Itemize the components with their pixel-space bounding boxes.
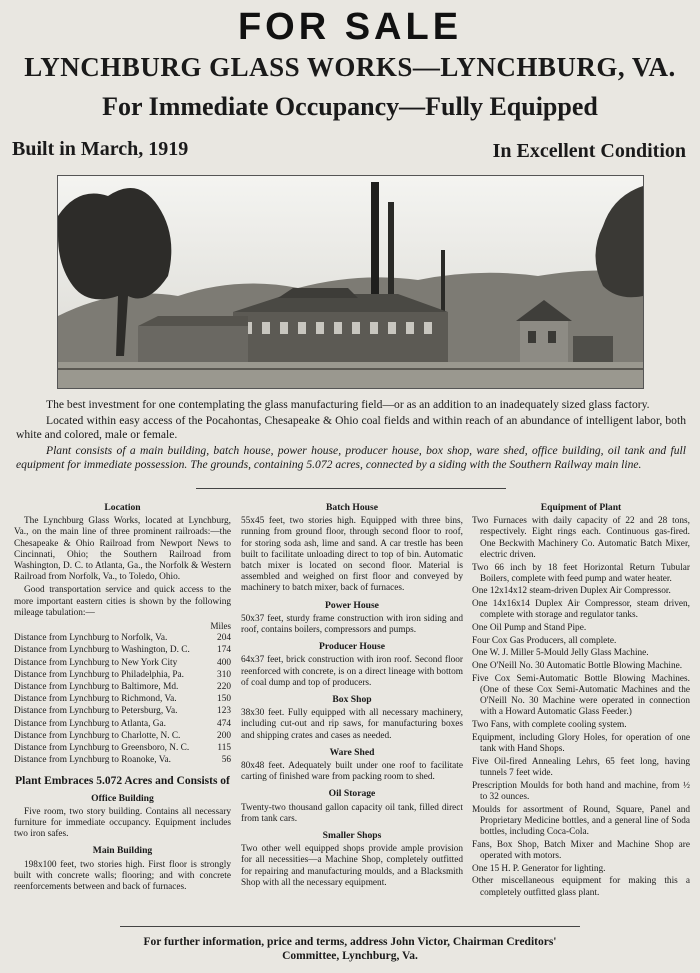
distance-miles: 220: [217, 682, 231, 693]
intro-paragraph-location: Located within easy access of the Pocahontas, Chesapeake & Ohio coal fields and within reach of an abundance of intelligent labor, both white and colored, male or female.: [16, 414, 686, 441]
oil-storage-heading: Oil Storage: [328, 788, 376, 800]
distance-destination: Distance from Lynchburg to Petersburg, Va.: [14, 706, 178, 717]
batch-house-heading: Batch House: [326, 502, 378, 513]
distance-destination: Distance from Lynchburg to Greensboro, N. C.: [14, 743, 190, 754]
miles-label: Miles: [210, 621, 231, 632]
equipment-item: One Oil Pump and Stand Pipe.: [472, 623, 587, 634]
company-heading: LYNCHBURG GLASS WORKS—LYNCHBURG, VA.: [24, 52, 676, 82]
distance-miles: 174: [217, 645, 231, 656]
power-house-heading: Power House: [325, 599, 379, 611]
producer-house-heading: Producer House: [319, 641, 385, 653]
for-sale-heading: FOR SALE: [237, 6, 463, 48]
distance-row: [14, 694, 231, 705]
equipment-item: Two 66 inch by 18 feet Horizontal Return Tubular Boilers, complete with feed pump and water heater.: [472, 562, 690, 584]
footer-contact-text: For further information, price and terms, address John Victor, Chairman Creditors' Committee, Lynchburg, Va.: [143, 936, 557, 962]
house-window-1: [528, 331, 536, 343]
distance-row: [14, 670, 231, 681]
distance-row: [14, 731, 231, 742]
distance-table: [14, 633, 231, 766]
distance-destination: Distance from Lynchburg to Washington, D. C.: [14, 645, 190, 656]
distance-destination: Distance from Lynchburg to Atlanta, Ga.: [14, 718, 166, 729]
equipment-heading: Equipment of Plant: [540, 502, 622, 513]
equipment-item: Fans, Box Shop, Batch Mixer and Machine Shop are operated with motors.: [472, 839, 690, 861]
built-date: Built in March, 1919: [12, 138, 189, 160]
distance-row: [14, 633, 231, 644]
plant-heading: Plant Embraces 5.072 Acres and Consists of: [15, 775, 230, 788]
distance-miles: 204: [217, 633, 231, 644]
ground: [58, 362, 643, 388]
distance-destination: Distance from Lynchburg to Charlotte, N. C.: [14, 730, 181, 741]
producer-house-text: 64x37 feet, brick construction with iron roof. Second floor reenforced with concrete, is on a direct lineage with bottom of coal dump and top of producers.: [241, 655, 463, 688]
location-railroads-text: The Lynchburg Glass Works, located at Lynchburg, Va., on the main line of three prominent railroads:—the Chesapeake & Ohio Railroad from Newport News to Cincinnati, Ohio; the Southern Railroad from Washington, D. C. to Atlanta, Ga., the Norfolk & Western Railroad from Norfolk, Va., to Toledo, Ohio.: [14, 516, 231, 583]
main-building-heading: Main Building: [92, 845, 153, 857]
distance-row: [14, 645, 231, 656]
distance-miles: 115: [217, 743, 231, 754]
column-equipment: [472, 497, 690, 900]
distance-row: [14, 755, 231, 766]
equipment-item: Four Cox Gas Producers, all complete.: [472, 635, 617, 646]
left-shed: [138, 326, 248, 362]
intro-paragraph-investment: The best investment for one contemplating the glass manufacturing field—or as an addition to an inadequately sized glass factory.: [46, 398, 650, 411]
smaller-shops-heading: Smaller Shops: [322, 830, 382, 842]
equipment-item: Two Furnaces with daily capacity of 22 and 28 tons, respectively. Eight rings each. Continuous gas-fired. One Beckwith Machinery Co. Automatic Batch Mixer, electric driven.: [472, 516, 690, 560]
equipment-item: One 12x14x12 steam-driven Duplex Air Compressor.: [472, 586, 671, 597]
main-building-text: 198x100 feet, two stories high. First floor is strongly built with concrete walls; flooring; and with concrete reenforcements between and back of furnaces.: [14, 859, 231, 893]
main-building: [233, 312, 448, 364]
office-building-heading: Office Building: [91, 792, 154, 804]
distance-destination: Distance from Lynchburg to Norfolk, Va.: [14, 633, 168, 644]
distance-destination: Distance from Lynchburg to Philadelphia, Pa.: [14, 669, 184, 680]
equipment-list: [472, 516, 690, 899]
occupancy-heading: For Immediate Occupancy—Fully Equipped: [102, 92, 598, 121]
column-buildings: [241, 497, 463, 891]
intro-section: [16, 398, 686, 474]
factory-photo: [57, 175, 644, 389]
footer: [0, 935, 700, 963]
rail-siding: [58, 368, 643, 370]
oil-storage-text: Twenty-two thousand gallon capacity oil tank, filled direct from tank cars.: [241, 802, 463, 824]
house: [520, 321, 568, 366]
smaller-shops-text: Two other well equipped shops provide ample provision for all necessities—a Machine Shop, completely outfitted for repairing and manufacturing moulds, and a Blacksmith Shop with all the necessary equipment.: [241, 844, 463, 888]
distance-destination: Distance from Lynchburg to Richmond, Va.: [14, 694, 177, 705]
distance-row: [14, 658, 231, 669]
distance-miles: 474: [217, 718, 231, 729]
intro-paragraph-plant: Plant consists of a main building, batch house, power house, producer house, box shop, ware shed, office building, oil tank and full equipment for immediate possession. The grounds, containing 5.072 acres, connected by a siding with the Southern Railway main line.: [16, 444, 686, 471]
distance-row: [14, 719, 231, 730]
equipment-item: Two Fans, with complete cooling system.: [472, 720, 627, 731]
equipment-item: Five Cox Semi-Automatic Bottle Blowing Machines. (One of these Cox Semi-Automatic Machines and the O'Neill No. 30 Machine were operated in connection with a Howard Automatic Glass Feeder.): [472, 673, 690, 718]
condition-note: In Excellent Condition: [492, 140, 686, 162]
location-transport-text: Good transportation service and quick access to the more important eastern cities is shown by the following mileage tabulation:—: [14, 585, 231, 618]
house-window-2: [548, 331, 556, 343]
equipment-item: Five Oil-fired Annealing Lehrs, 65 feet long, having tunnels 7 feet wide.: [472, 756, 690, 778]
batch-house-text: 55x45 feet, two stories high. Equipped with three bins, running from ground floor, through second floor to roof, for storing soda ash, lime and sand. A car trestle has been built to facilitate unloading direct to top of bin. Automatic batch mixer is located on second floor. Material is assembled and weighed on first floor and conveyed by machinery to batch mixer, back of furnaces.: [241, 516, 463, 594]
distance-miles: 310: [217, 669, 231, 680]
location-heading: Location: [104, 502, 141, 513]
distance-destination: Distance from Lynchburg to New York City: [14, 657, 178, 668]
distance-row: [14, 682, 231, 693]
equipment-item: One W. J. Miller 5-Mould Jelly Glass Machine.: [472, 648, 649, 659]
distance-row: [14, 706, 231, 717]
distance-destination: Distance from Lynchburg to Roanoke, Va.: [14, 755, 171, 766]
section-divider: [196, 488, 506, 489]
distance-miles: 56: [221, 755, 231, 766]
distance-destination: Distance from Lynchburg to Baltimore, Md.: [14, 682, 179, 693]
distance-miles: 123: [217, 706, 231, 717]
ware-shed-heading: Ware Shed: [329, 746, 375, 758]
distance-miles: 200: [217, 730, 231, 741]
footer-divider: [120, 926, 580, 927]
equipment-item: One 14x16x14 Duplex Air Compressor, steam driven, complete with storage and regulator tanks.: [472, 599, 690, 621]
distance-row: [14, 743, 231, 754]
office-building-text: Five room, two story building. Contains all necessary furniture for immediate occupancy. Equipment includes two iron safes.: [14, 806, 231, 840]
distance-miles: 150: [217, 694, 231, 705]
power-house-text: 50x37 feet, sturdy frame construction with iron siding and roof, contains boilers, compressors and pumps.: [241, 613, 463, 636]
factory-photo-drawing: [58, 176, 643, 388]
equipment-item: Equipment, including Glory Holes, for operation of one tank with Hand Shops.: [472, 732, 690, 755]
equipment-item: Prescription Moulds for both hand and machine, from ½ to 32 ounces.: [472, 780, 690, 802]
equipment-item: Moulds for assortment of Round, Square, Panel and Proprietary Medicine bottles, and a general line of Soda bottles, including Coca-Cola.: [472, 804, 690, 837]
distance-miles: 400: [217, 657, 231, 668]
equipment-item: One 15 H. P. Generator for lighting.: [472, 863, 606, 874]
equipment-item: Other miscellaneous equipment for making this a completely outfitted glass plant.: [472, 876, 690, 898]
box-shop-heading: Box Shop: [332, 694, 372, 706]
column-location: [14, 497, 231, 895]
ware-shed-text: 80x48 feet. Adequately built under one roof to facilitate carting of finished ware from packing room to shed.: [241, 761, 463, 783]
box-shop-text: 38x30 feet. Fully equipped with all necessary machinery, including cut-out and rip saws, for manufacturing boxes and shipping crates and cases as needed.: [241, 708, 463, 741]
outbuilding: [573, 336, 613, 366]
equipment-item: One O'Neill No. 30 Automatic Bottle Blowing Machine.: [472, 661, 683, 672]
